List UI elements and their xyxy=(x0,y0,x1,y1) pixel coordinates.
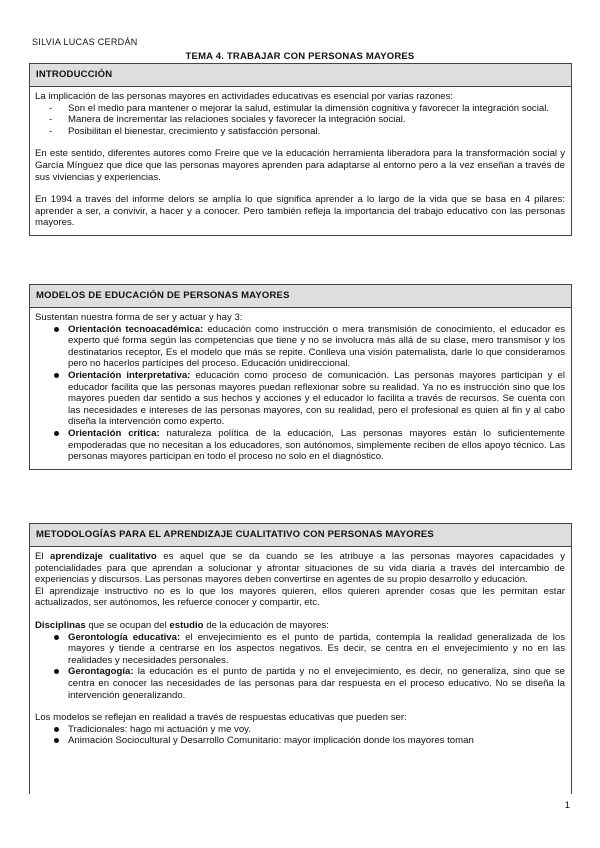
intro-lead: La implicación de las personas mayores en actividades educativas es esencial por varias razones: xyxy=(35,91,454,102)
section-modelos xyxy=(29,284,572,470)
section-heading: METODOLOGÍAS PARA EL APRENDIZAJE CUALITATIVO CON PERSONAS MAYORES xyxy=(30,524,571,547)
intro-list xyxy=(35,103,565,138)
term: Gerontagogía: xyxy=(68,666,134,678)
intro-paragraph: En 1994 a través del informe delors se amplía lo que significa aprender a lo largo de la vida que se basa en 4 pilares: aprender a ser, a convivir, a hacer y a conocer. Pero también refleja la importancia del trabajo educativo con las personas mayores. xyxy=(35,194,565,229)
list-item: Gerontagogía: la educación es el punto de partida y no el envejecimiento, es decir, no generaliza, sino que se centra en conocer las necesidades de las personas para dar respuesta en el proceso educativo. No se diseña la intervención generalizando. xyxy=(35,666,565,701)
term: Gerontología educativa: xyxy=(68,631,181,643)
term: Orientación crítica: xyxy=(68,427,160,439)
list-item: - Manera de incrementar las relaciones sociales y favorecer la integración social. xyxy=(35,114,565,126)
section-heading: MODELOS DE EDUCACIÓN DE PERSONAS MAYORES xyxy=(30,285,571,308)
disciplines-list xyxy=(35,632,565,702)
methods-paragraph: Los modelos se reflejan en realidad a través de respuestas educativas que pueden ser: xyxy=(35,712,407,724)
models-list xyxy=(35,324,565,463)
models-lead: Sustentan nuestra forma de ser y actuar y hay 3: xyxy=(35,312,243,323)
list-item: Orientación interpretativa: educación como proceso de comunicación. Las personas mayores participan y el educador facilita que las personas mayores puedan reflexionar sobre su realidad. Ya no es instrucción sino que los mayores pueden dar sentido a sus hechos y acciones y el educador lo facilita a través de recursos. Se cuenta con las necesidades e intereses de las personas mayores, con su realidad, pero el profesional es quien al fin y al cabo diseña la intervención como experto. xyxy=(35,370,565,428)
document-title: TEMA 4. TRABAJAR CON PERSONAS MAYORES xyxy=(185,51,415,62)
list-item: Animación Sociocultural y Desarrollo Comunitario: mayor implicación donde los mayores toman xyxy=(35,735,565,747)
list-item: Tradicionales: hago mi actuación y me voy. xyxy=(35,724,565,736)
section-metodologias xyxy=(29,523,572,794)
list-item: Gerontología educativa: el envejecimiento es el punto de partida, contempla la realidad generalizada de los mayores y tiende a centrarse en los aspectos negativos. Es decir, se centra en el envejecimiento y no en las realidades y necesidades personales. xyxy=(35,632,565,667)
list-item: - Son el medio para mantener o mejorar la salud, estimular la dimensión cognitiva y favorecer la integración social. xyxy=(35,103,565,115)
page-number: 1 xyxy=(564,800,570,811)
section-introduccion xyxy=(29,63,572,236)
list-item: Orientación crítica: naturaleza política de la educación, Las personas mayores están lo suficientemente empoderadas que no necesitan a los educadores, son autónomos, simplemente reciben de ellos apoyo técnico. Las personas mayores participan en todo el proceso no solo en el diagnóstico. xyxy=(35,428,565,463)
methods-paragraph: El aprendizaje instructivo no es lo que los mayores quieren, ellos quieren aprender cosas que les permitan estar actualizados, ser autónomos, les refuerce conocer y compartir, etc. xyxy=(35,585,565,609)
term: Orientación interpretativa: xyxy=(68,369,191,381)
author-name: SILVIA LUCAS CERDÁN xyxy=(32,37,138,47)
section-heading: INTRODUCCIÓN xyxy=(30,64,571,87)
disciplines-lead: Disciplinas que se ocupan del estudio de la educación de mayores: xyxy=(35,619,329,631)
list-item: - Posibilitan el bienestar, crecimiento y satisfacción personal. xyxy=(35,126,565,138)
responses-list xyxy=(35,724,565,747)
methods-paragraph: El aprendizaje cualitativo es aquel que se da cuando se les atribuye a las personas mayores capacidades y potencialidades para que aprendan a solucionar y afrontar situaciones de su vida diaria a través del intercambio de experiencias y discursos. Las personas mayores deben convertirse en agentes de su propio desarrollo y educación. xyxy=(35,551,566,586)
list-item: Orientación tecnoacadémica: educación como instrucción o mera transmisión de conocimiento, el educador es experto qué forma según las competencias que tiene y no se involucra más allá de su clase, mero transmisor y los destinatarios receptor, Es el modelo que más se repite. Conlleva una visión paternalista, darle lo que consideramos pero no hacerlos partícipes del proceso. Educación unidireccional. xyxy=(35,324,565,370)
term: Orientación tecnoacadémica: xyxy=(68,323,204,335)
intro-paragraph: En este sentido, diferentes autores como Freire que ve la educación herramienta liberadora para la transformación social y García Mínguez que dice que las personas mayores aprenden para adaptarse al entorno pero a la vez enseñan a través de sus viviencias y experiencias. xyxy=(35,148,565,183)
